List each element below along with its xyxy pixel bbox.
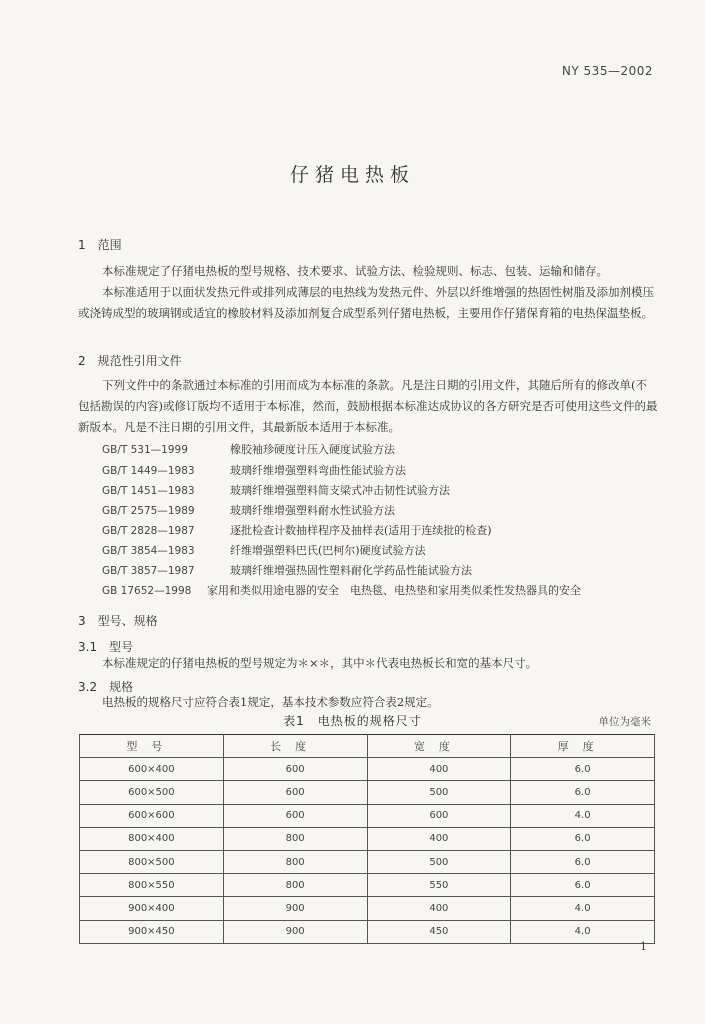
reference-code: GB/T 3857—1987 <box>102 565 195 577</box>
cell-thickness: 6.0 <box>511 850 655 873</box>
cell-model: 900×450 <box>80 920 224 943</box>
reference-code: GB 17652—1998 <box>102 585 192 597</box>
reference-code: GB/T 2828—1987 <box>102 525 195 537</box>
table-row <box>80 781 655 804</box>
table-row <box>80 758 655 781</box>
standard-code: NY 535—2002 <box>561 64 653 78</box>
header-cell-width: 宽度 <box>367 735 511 758</box>
cell-width: 500 <box>367 850 511 873</box>
reference-name: 橡胶袖珍硬度计压入硬度试验方法 <box>230 443 395 456</box>
cell-width: 400 <box>367 827 511 850</box>
cell-length: 600 <box>223 804 367 827</box>
section-3-1-heading: 3.1 型号 <box>78 640 134 654</box>
reference-code: GB/T 531—1999 <box>102 444 188 456</box>
table-row <box>80 897 655 920</box>
header-cell-thickness: 厚度 <box>511 735 655 758</box>
reference-name: 逐批检查计数抽样程序及抽样表(适用于连续批的检查) <box>230 524 492 537</box>
cell-thickness: 6.0 <box>511 758 655 781</box>
cell-length: 800 <box>223 874 367 897</box>
reference-item <box>102 502 395 518</box>
reference-code: GB/T 2575—1989 <box>102 505 195 517</box>
section-2-para-1: 下列文件中的条款通过本标准的引用而成为本标准的条款。凡是注日期的引用文件，其随后所有的修改单(不包括勘误的内容)或修订版均不适用于本标准，然而，鼓励根据本标准达成协议的各方研究是否可使用这些文件的最新版本。凡是不注日期的引用文件，其最新版本适用于本标准。 <box>78 378 658 434</box>
reference-item <box>102 441 395 457</box>
spec-table <box>79 734 655 944</box>
cell-length: 900 <box>223 897 367 920</box>
cell-width: 500 <box>367 781 511 804</box>
reference-item <box>102 462 406 478</box>
cell-width: 400 <box>367 758 511 781</box>
reference-name: 家用和类似用途电器的安全 电热毯、电热垫和家用类似柔性发热器具的安全 <box>207 584 581 597</box>
reference-code: GB/T 1449—1983 <box>102 465 195 477</box>
reference-name: 玻璃纤维增强塑料耐水性试验方法 <box>230 504 395 517</box>
cell-thickness: 4.0 <box>511 804 655 827</box>
table-row <box>80 850 655 873</box>
cell-model: 600×600 <box>80 804 224 827</box>
cell-width: 450 <box>367 920 511 943</box>
cell-model: 800×550 <box>80 874 224 897</box>
reference-code: GB/T 3854—1983 <box>102 545 195 557</box>
section-1-para-1: 本标准规定了仔猪电热板的型号规格、技术要求、试验方法、检验规则、标志、包装、运输和储存。 <box>102 264 608 278</box>
cell-length: 600 <box>223 781 367 804</box>
cell-model: 900×400 <box>80 897 224 920</box>
section-3-1-para: 本标准规定的仔猪电热板的型号规定为＊×＊，其中＊代表电热板长和宽的基本尺寸。 <box>102 656 538 670</box>
table-row <box>80 827 655 850</box>
reference-item <box>102 542 426 558</box>
reference-name: 玻璃纤维增强塑料简支梁式冲击韧性试验方法 <box>230 484 450 497</box>
reference-item <box>102 522 492 538</box>
table-row <box>80 804 655 827</box>
header-cell-length: 长度 <box>223 735 367 758</box>
header-cell-model: 型号 <box>80 735 224 758</box>
cell-model: 800×400 <box>80 827 224 850</box>
section-1-heading: 1 范围 <box>78 238 122 252</box>
cell-thickness: 6.0 <box>511 874 655 897</box>
cell-thickness: 4.0 <box>511 920 655 943</box>
table-row <box>80 874 655 897</box>
cell-length: 900 <box>223 920 367 943</box>
section-1-para-2: 本标准适用于以面状发热元件或排列成薄层的电热线为发热元件、外层以纤维增强的热固性树脂及添加剂模压或浇铸成型的玻璃钢或适宜的橡胶材料及添加剂复合成型系列仔猪电热板，主要用作仔猪保育箱的电热保温垫板。 <box>78 285 654 320</box>
reference-item <box>102 482 450 498</box>
page-title: 仔猪电热板 <box>289 164 415 186</box>
cell-thickness: 6.0 <box>511 781 655 804</box>
section-2-heading: 2 规范性引用文件 <box>78 354 182 368</box>
reference-name: 玻璃纤维增强热固性塑料耐化学药品性能试验方法 <box>230 564 472 577</box>
cell-thickness: 4.0 <box>511 897 655 920</box>
cell-model: 600×500 <box>80 781 224 804</box>
cell-model: 800×500 <box>80 850 224 873</box>
reference-item <box>102 582 581 598</box>
cell-length: 800 <box>223 850 367 873</box>
reference-item <box>102 562 472 578</box>
section-3-heading: 3 型号、规格 <box>78 614 158 628</box>
reference-code: GB/T 1451—1983 <box>102 485 195 497</box>
cell-width: 550 <box>367 874 511 897</box>
section-3-2-para: 电热板的规格尺寸应符合表1规定，基本技术参数应符合表2规定。 <box>102 695 439 709</box>
cell-thickness: 6.0 <box>511 827 655 850</box>
section-3-2-heading: 3.2 规格 <box>78 680 134 694</box>
cell-model: 600×400 <box>80 758 224 781</box>
cell-width: 600 <box>367 804 511 827</box>
reference-name: 纤维增强塑料巴氏(巴柯尔)硬度试验方法 <box>230 544 426 557</box>
reference-name: 玻璃纤维增强塑料弯曲性能试验方法 <box>230 464 406 477</box>
cell-width: 400 <box>367 897 511 920</box>
page-number: 1 <box>640 940 647 953</box>
table-1-title: 表1 电热板的规格尺寸 <box>283 714 422 728</box>
table-row <box>80 920 655 943</box>
cell-length: 600 <box>223 758 367 781</box>
table-header-row <box>80 735 655 758</box>
cell-length: 800 <box>223 827 367 850</box>
table-1-unit: 单位为毫米 <box>598 716 651 728</box>
